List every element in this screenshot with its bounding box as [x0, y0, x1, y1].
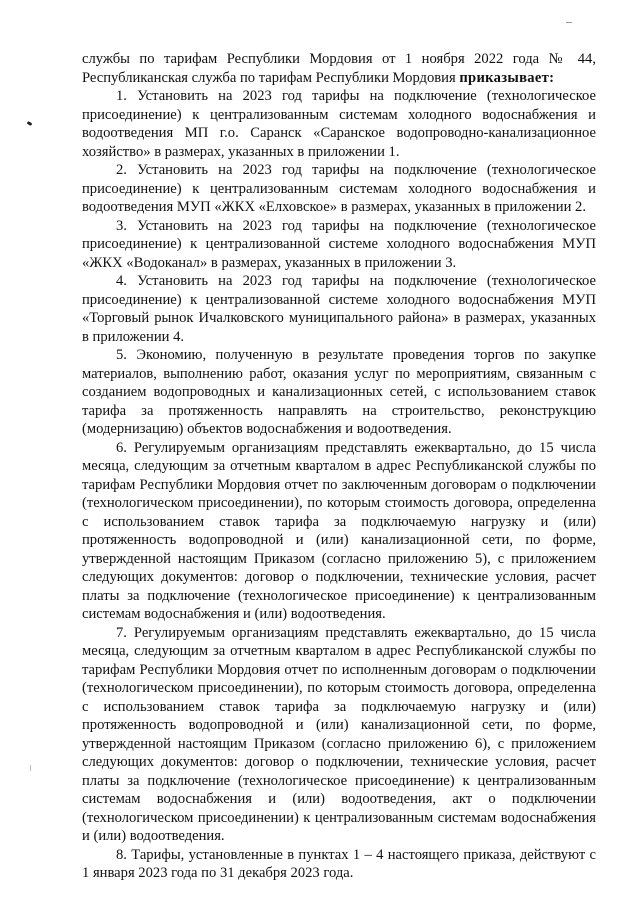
paragraph-2: 2. Установить на 2023 год тарифы на подключение (технологическое присоединение) к централизованным системам холодного водоснабжения и водоотведения МУП «ЖКХ «Елховское» в размерах, указанных в приложении 2.: [82, 162, 596, 215]
intro-text: службы по тарифам Республики Мордовия от 1 ноября 2022 года № 44, Республиканская служба по тарифам Республики Мордовия: [82, 51, 596, 86]
paragraph-3: 3. Установить на 2023 год тарифы на подключение (технологическое присоединение) к централизованной системе холодного водоснабжения МУП «ЖКХ «Водоканал» в размерах, указанных в приложении 3.: [82, 217, 596, 271]
order-keyword: приказывает:: [459, 69, 555, 86]
intro-paragraph: [82, 50, 596, 87]
paragraph-1: 1. Установить на 2023 год тарифы на подключение (технологическое присоединение) к централизованным системам холодного водоснабжения и водоотведения МП г.о. Саранск «Саранское водопроводно-канализационное хозяйство» в размерах, указанных в приложении 1.: [82, 88, 596, 160]
scan-mark: [566, 22, 572, 23]
scan-mark: [27, 121, 33, 126]
paragraph-4: 4. Установить на 2023 год тарифы на подключение (технологическое присоединение) к централизованной системе холодного водоснабжения МУП «Торговый рынок Ичалковского муниципального района» в размерах, указанных в приложении 4.: [82, 273, 596, 345]
paragraph-5: 5. Экономию, полученную в результате проведения торгов по закупке материалов, выполнению работ, оказания услуг по мероприятиям, связанным с созданием водопроводных и канализационных сетей, с использованием ставок тарифа за протяженность направлять на строительство, реконструкцию (модернизацию) объектов водоснабжения и водоотведения.: [82, 347, 596, 437]
paragraph-7: 7. Регулируемым организациям представлять ежеквартально, до 15 числа месяца, следующим за отчетным кварталом в адрес Республиканской службы по тарифам Республики Мордовия отчет по исполненным договорам о подключении (технологическом присоединении), по которым стоимость договора, определенна с использованием ставок тарифа за подключаемую нагрузку и (или) протяженность водопроводной и (или) канализационной сети, по форме, утвержденной настоящим Приказом (согласно приложению 6), с приложением следующих документов: договор о подключении, технические условия, расчет платы за подключение (технологическое присоединение) к централизованным системам водоснабжения и (или) водоотведения, акт о подключении (технологическом присоединении) к централизованным системам водоснабжения и (или) водоотведения.: [82, 624, 596, 844]
paragraph-6: 6. Регулируемым организациям представлять ежеквартально, до 15 числа месяца, следующим за отчетным кварталом в адрес Республиканской службы по тарифам Республики Мордовия отчет по заключенным договорам о подключении (технологическом присоединении), по которым стоимость договора, определенна с использованием ставок тарифа за подключаемую нагрузку и (или) протяженность водопроводной и (или) канализационной сети, по форме, утвержденной настоящим Приказом (согласно приложению 5), с приложением следующих документов: договор о подключении, технические условия, расчет платы за подключение (технологическое присоединение) к централизованным системам водоснабжения и (или) водоотведения.: [82, 439, 596, 622]
paragraph-8: 8. Тарифы, установленные в пунктах 1 – 4 настоящего приказа, действуют с 1 января 2023 года по 31 декабря 2023 года.: [82, 846, 596, 881]
document-body: [82, 50, 596, 883]
scan-mark: [30, 765, 31, 771]
